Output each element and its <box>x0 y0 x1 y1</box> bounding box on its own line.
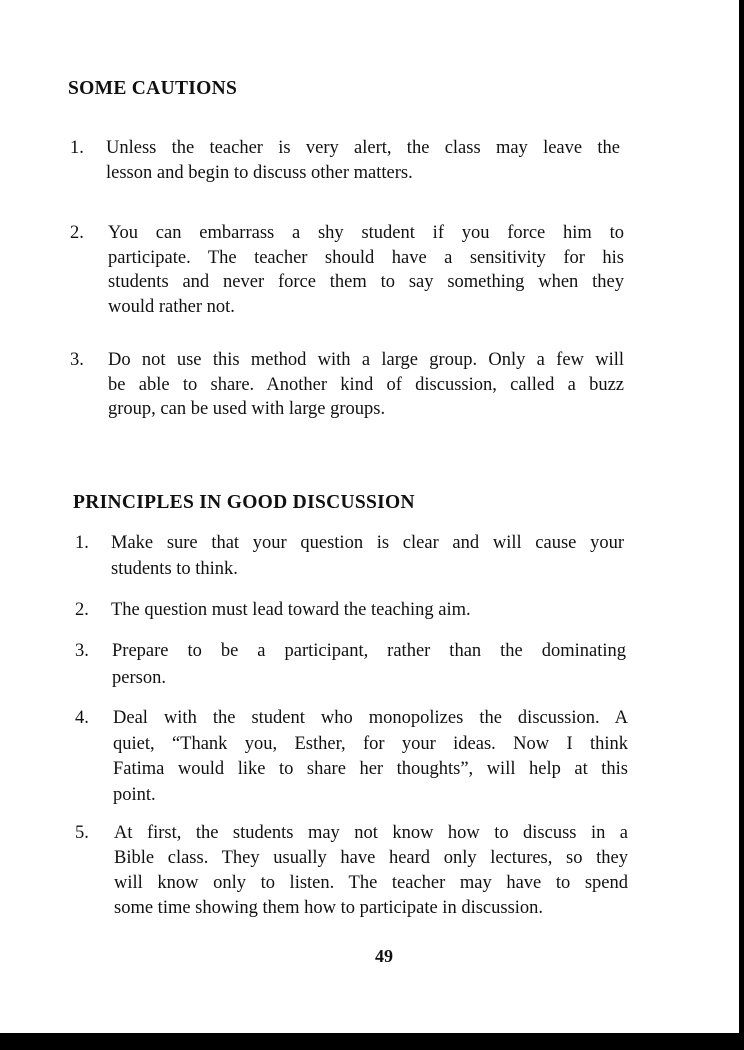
item-number: 1. <box>75 533 89 553</box>
item-text-line: Prepare to be a participant, rather than the dominating <box>112 641 626 661</box>
item-number: 2. <box>70 223 84 243</box>
item-number: 5. <box>75 823 89 843</box>
scan-edge-right <box>739 0 744 1050</box>
item-text-line: quiet, “Thank you, Esther, for your ideas. Now I think <box>113 733 628 754</box>
item-text-line: group, can be used with large groups. <box>108 399 386 419</box>
cautions-heading: SOME CAUTIONS <box>68 78 238 99</box>
scan-edge-bottom <box>0 1033 744 1050</box>
item-text-line: participate. The teacher should have a sensitivity for his <box>108 247 624 268</box>
item-number: 4. <box>75 708 89 728</box>
item-text-line: Make sure that your question is clear and will cause your <box>111 533 624 553</box>
item-text-line: You can embarrass a shy student if you force him to <box>108 223 624 243</box>
item-number: 3. <box>75 641 89 661</box>
item-number: 3. <box>70 350 84 370</box>
page-number: 49 <box>375 946 393 966</box>
item-text-line: Fatima would like to share her thoughts”, will help at this <box>113 759 628 780</box>
item-text-line: Deal with the student who monopolizes the discussion. A <box>113 708 628 728</box>
item-text-line: The question must lead toward the teaching aim. <box>111 600 471 620</box>
item-text-line: person. <box>112 668 166 688</box>
item-text-line: be able to share. Another kind of discussion, called a buzz <box>108 374 624 395</box>
item-text-line: students and never force them to say something when they <box>108 272 624 292</box>
item-text-line: students to think. <box>111 558 238 579</box>
item-number: 1. <box>70 138 84 158</box>
item-text-line: would rather not. <box>108 296 235 317</box>
item-text-line: some time showing them how to participate in discussion. <box>114 898 544 918</box>
item-text-line: At first, the students may not know how to discuss in a <box>114 823 628 843</box>
item-text-line: lesson and begin to discuss other matters. <box>106 163 413 183</box>
item-text-line: point. <box>113 785 156 806</box>
principles-heading: PRINCIPLES IN GOOD DISCUSSION <box>73 492 415 513</box>
item-text-line: will know only to listen. The teacher may have to spend <box>114 873 628 893</box>
item-text-line: Do not use this method with a large group. Only a few will <box>108 350 624 370</box>
item-number: 2. <box>75 600 89 620</box>
item-text-line: Unless the teacher is very alert, the class may leave the <box>106 138 620 158</box>
item-text-line: Bible class. They usually have heard only lectures, so they <box>114 848 628 868</box>
